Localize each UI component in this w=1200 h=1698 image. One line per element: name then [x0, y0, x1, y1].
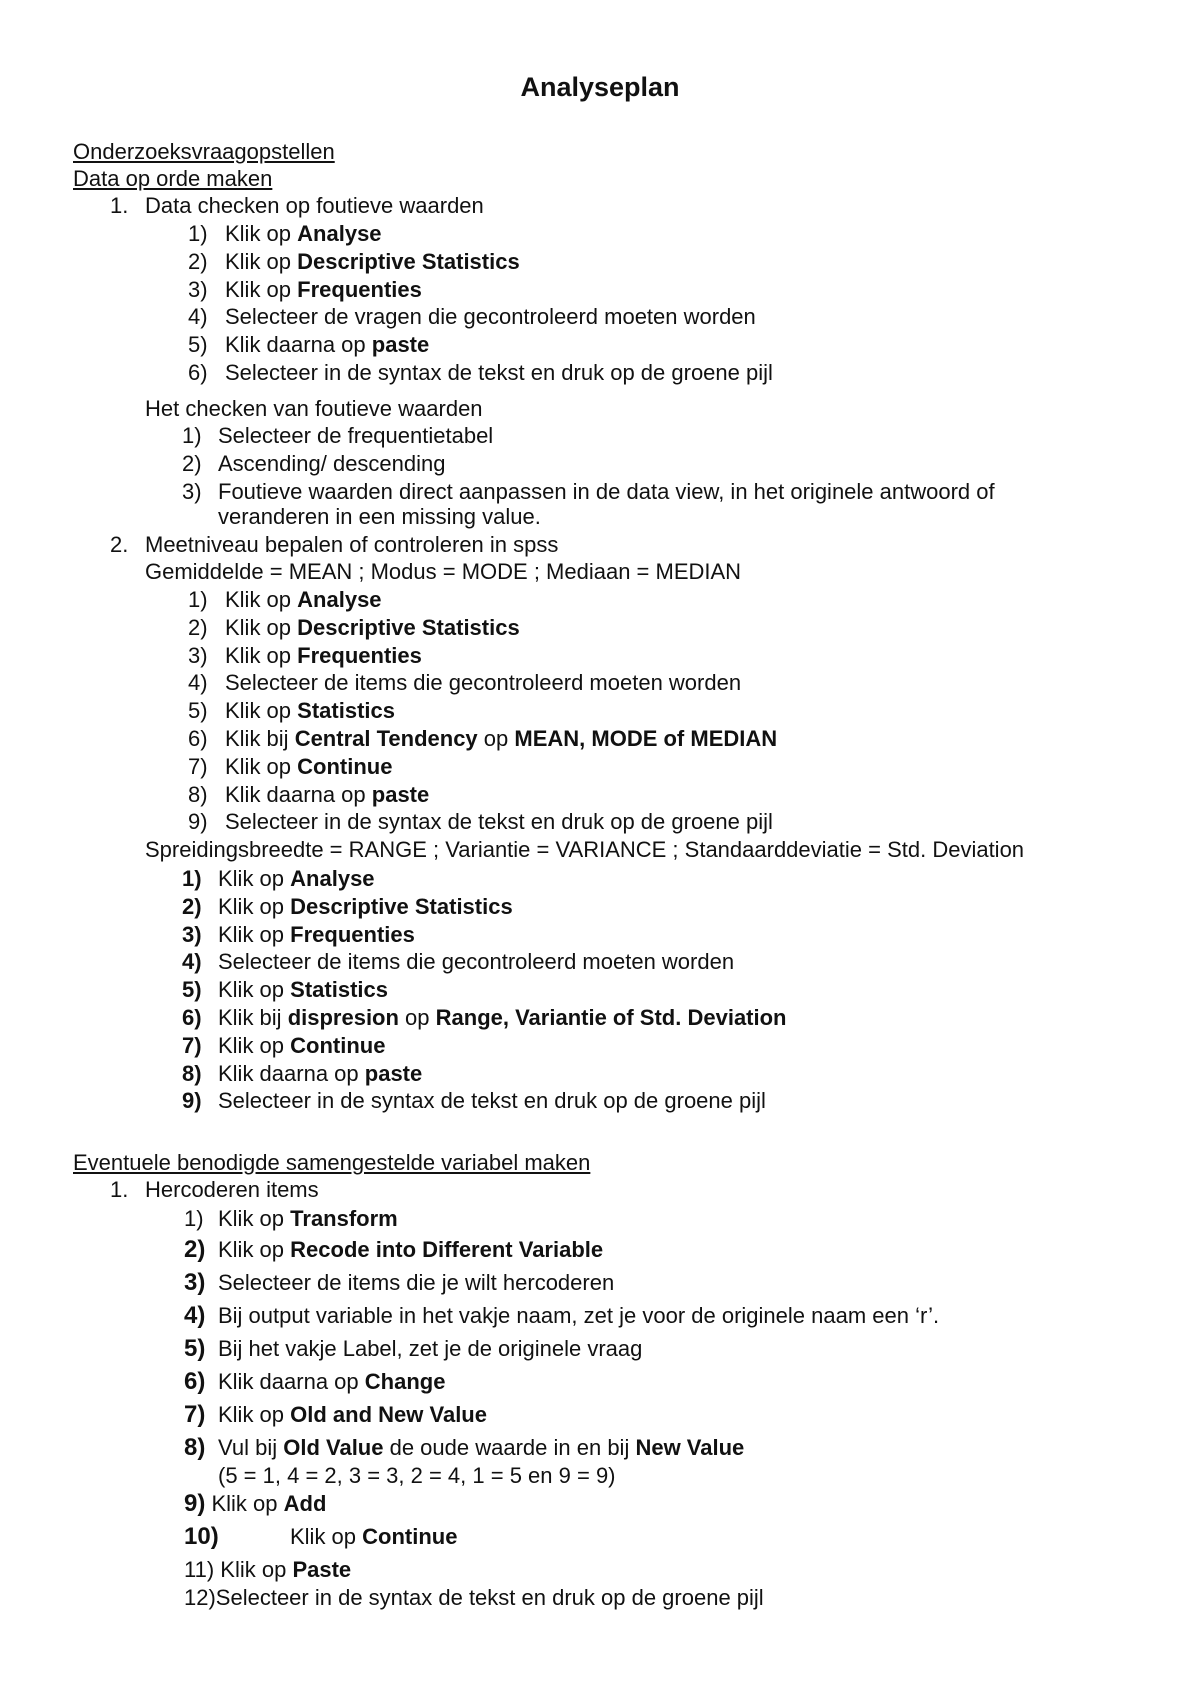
- section-2-title: Meetniveau bepalen of controleren in spss: [145, 532, 559, 557]
- spread-step: [182, 1088, 766, 1114]
- central-tendency-step: [188, 643, 422, 669]
- step-text: Klik daarna op: [218, 1369, 365, 1394]
- step-keyword: Analyse: [297, 587, 382, 612]
- step-number: 5): [188, 698, 208, 724]
- recode-step-9: 9) Klik op Add: [184, 1490, 327, 1517]
- central-tendency-step: [188, 782, 429, 808]
- step-number: 7): [182, 1032, 202, 1058]
- step-number: 4): [184, 1302, 206, 1329]
- step-number: 5): [188, 332, 208, 358]
- recode-step: [184, 1270, 614, 1296]
- spread-line: Spreidingsbreedte = RANGE ; Variantie = VARIANCE ; Standaarddeviatie = Std. Deviation: [145, 837, 1025, 862]
- step-text: Ascending/ descending: [218, 450, 446, 476]
- step-text: Klik op: [225, 276, 298, 302]
- step-text: Klik op: [218, 1237, 291, 1262]
- step-keyword: paste: [371, 332, 430, 358]
- step-keyword: Change: [364, 1369, 446, 1394]
- step-number: 9): [188, 809, 208, 835]
- step-number: 2): [182, 893, 202, 919]
- step-number: 1): [182, 423, 202, 448]
- step-number: 4): [182, 949, 202, 975]
- step-keyword: Descriptive Statistics: [290, 893, 513, 919]
- step-text: Klik op: [225, 248, 298, 274]
- recode-step: [184, 1369, 445, 1395]
- step-text: Bij het vakje Label, zet je de originele vraag: [218, 1336, 643, 1361]
- spread-step: [182, 1005, 787, 1031]
- step-text: Selecteer de items die gecontroleerd moeten worden: [225, 670, 742, 696]
- recode-step-8-continuation: (5 = 1, 4 = 2, 3 = 3, 2 = 4, 1 = 5 en 9 = 9): [218, 1463, 616, 1488]
- step-text: de oude waarde in en bij: [383, 1435, 636, 1460]
- step-number: 6): [182, 1005, 202, 1030]
- step-keyword: Recode into Different Variable: [290, 1237, 604, 1262]
- step-text: Klik daarna op: [225, 781, 372, 807]
- central-tendency-step: [188, 670, 741, 696]
- step-text: Klik daarna op: [225, 332, 372, 358]
- heading-data-order: Data op orde maken: [73, 166, 273, 191]
- step-text: Klik op: [218, 893, 291, 919]
- recode-step: [184, 1206, 398, 1232]
- step-number: 4): [188, 670, 208, 696]
- central-tendency-step: [188, 587, 382, 613]
- step-text: Foutieve waarden direct aanpassen in de data view, in het originele antwoord of: [218, 478, 995, 504]
- central-tendency-step: [188, 754, 392, 780]
- recode-step-11: 11) Klik op Paste: [184, 1557, 352, 1582]
- central-tendency-step: [188, 809, 773, 835]
- step-number: 1): [188, 221, 208, 246]
- recode-step: [184, 1402, 487, 1428]
- step-text: Klik op: [218, 1206, 291, 1231]
- spread-step: [182, 894, 513, 920]
- check-subheading: Het checken van foutieve waarden: [145, 396, 483, 421]
- step-number: 7): [184, 1401, 206, 1428]
- central-tendency-step: [188, 726, 777, 752]
- step-number: 2): [182, 450, 202, 476]
- step-number: 3): [184, 1269, 206, 1296]
- step-text: Bij output variable in het vakje naam, zet je voor de originele naam een ‘r’.: [218, 1303, 940, 1328]
- page-title: Analyseplan: [520, 72, 680, 102]
- section-1-step: [188, 360, 773, 386]
- recode-step: [184, 1435, 744, 1461]
- step-text: Klik op: [218, 977, 291, 1003]
- check-step: [182, 479, 995, 505]
- spread-step: [182, 922, 415, 948]
- step-number: 3): [188, 276, 208, 302]
- recode-step: [184, 1336, 642, 1362]
- step-keyword: Frequenties: [297, 276, 422, 302]
- step-keyword: Range, Variantie of Std. Deviation: [435, 1005, 787, 1030]
- step-keyword: Old and New Value: [290, 1402, 487, 1427]
- step-keyword: Descriptive Statistics: [297, 614, 520, 640]
- step-keyword: MEAN, MODE of MEDIAN: [514, 726, 778, 751]
- section-1-step: [188, 332, 429, 358]
- step-keyword: Frequenties: [290, 921, 415, 947]
- step-keyword: Continue: [297, 753, 393, 779]
- spread-step: [182, 949, 734, 975]
- step-keyword: Continue: [290, 1032, 386, 1058]
- step-number: 1): [188, 587, 208, 612]
- central-tendency-step: [188, 698, 395, 724]
- step-text: Selecteer in de syntax de tekst en druk op de groene pijl: [225, 809, 773, 835]
- step-number: 9): [182, 1088, 202, 1114]
- spread-step: [182, 1033, 385, 1059]
- step-keyword: Statistics: [290, 977, 388, 1003]
- step-text: Klik op: [225, 587, 298, 612]
- step-number: 1): [184, 1206, 204, 1231]
- step-keyword: Descriptive Statistics: [297, 248, 520, 274]
- step-keyword: paste: [371, 781, 430, 807]
- step-text: Selecteer in de syntax de tekst en druk op de groene pijl: [218, 1088, 766, 1114]
- section-1-step: [188, 304, 756, 330]
- spread-step: [182, 1061, 422, 1087]
- step-text: Klik bij: [225, 726, 295, 751]
- recode-step-10: 10) Klik op Continue: [184, 1523, 458, 1550]
- step-keyword: paste: [364, 1060, 423, 1086]
- step-number: 6): [184, 1368, 206, 1395]
- spread-step: [182, 977, 388, 1003]
- heading-composite-variable: Eventuele benodigde samengestelde variabel maken: [73, 1150, 591, 1175]
- step-number: 2): [188, 614, 208, 640]
- step-keyword: Transform: [290, 1206, 398, 1231]
- step-text: Vul bij: [218, 1435, 284, 1460]
- recode-step: [184, 1303, 939, 1329]
- step-keyword: Frequenties: [297, 642, 422, 668]
- section-3-title: Hercoderen items: [145, 1177, 319, 1202]
- step-number: 8): [184, 1434, 206, 1461]
- step-keyword: dispresion: [287, 1005, 399, 1030]
- step-text: op: [477, 726, 515, 751]
- section-3-number: 1.: [110, 1177, 129, 1202]
- section-1-step: [188, 221, 382, 247]
- heading-research-question: Onderzoeksvraagopstellen: [73, 139, 335, 164]
- step-text: Klik op: [225, 753, 298, 779]
- step-number: 5): [184, 1335, 206, 1362]
- step-number: 3): [182, 921, 202, 947]
- step-number: 6): [188, 726, 208, 751]
- spread-step: [182, 866, 375, 892]
- step-keyword: New Value: [635, 1435, 745, 1460]
- step-text: Klik op: [218, 1032, 291, 1058]
- recode-step: [184, 1237, 603, 1263]
- central-tendency-line: Gemiddelde = MEAN ; Modus = MODE ; Mediaan = MEDIAN: [145, 559, 742, 584]
- step-number: 7): [188, 753, 208, 779]
- step-text: Selecteer in de syntax de tekst en druk op de groene pijl: [225, 360, 773, 385]
- step-text: Klik op: [225, 698, 298, 724]
- step-text: Klik bij: [218, 1005, 288, 1030]
- step-keyword: Analyse: [290, 866, 375, 891]
- step-number: 8): [188, 781, 208, 807]
- step-keyword: Old Value: [283, 1435, 384, 1460]
- step-text: Klik op: [225, 221, 298, 246]
- step-number: 6): [188, 360, 208, 385]
- check-step: [182, 451, 446, 477]
- step-number: 2): [188, 248, 208, 274]
- check-step-3-continuation: veranderen in een missing value.: [218, 504, 541, 529]
- section-1-number: 1.: [110, 193, 129, 218]
- recode-step-12: 12)Selecteer in de syntax de tekst en druk op de groene pijl: [184, 1585, 764, 1610]
- section-1-step: [188, 249, 520, 275]
- step-number: 8): [182, 1060, 202, 1086]
- step-text: Klik op: [218, 921, 291, 947]
- central-tendency-step: [188, 615, 520, 641]
- step-text: Selecteer de items die je wilt hercoderen: [218, 1270, 615, 1295]
- step-keyword: Statistics: [297, 698, 395, 724]
- section-1-step: [188, 277, 422, 303]
- step-keyword: Central Tendency: [294, 726, 478, 751]
- step-text: Klik daarna op: [218, 1060, 365, 1086]
- check-step: [182, 423, 493, 449]
- step-text: Klik op: [225, 614, 298, 640]
- step-text: Selecteer de frequentietabel: [218, 423, 494, 448]
- step-text: Klik op: [218, 866, 291, 891]
- step-number: 5): [182, 977, 202, 1003]
- step-number: 1): [182, 866, 202, 891]
- step-text: op: [398, 1005, 436, 1030]
- step-number: 3): [188, 642, 208, 668]
- step-number: 3): [182, 478, 202, 504]
- step-number: 4): [188, 304, 208, 330]
- step-text: Klik op: [225, 642, 298, 668]
- step-text: Selecteer de items die gecontroleerd moeten worden: [218, 949, 735, 975]
- section-2-number: 2.: [110, 532, 129, 557]
- section-1-title: Data checken op foutieve waarden: [145, 193, 484, 218]
- step-number: 2): [184, 1236, 206, 1263]
- step-keyword: Analyse: [297, 221, 382, 246]
- step-text: Selecteer de vragen die gecontroleerd moeten worden: [225, 304, 756, 330]
- step-text: Klik op: [218, 1402, 291, 1427]
